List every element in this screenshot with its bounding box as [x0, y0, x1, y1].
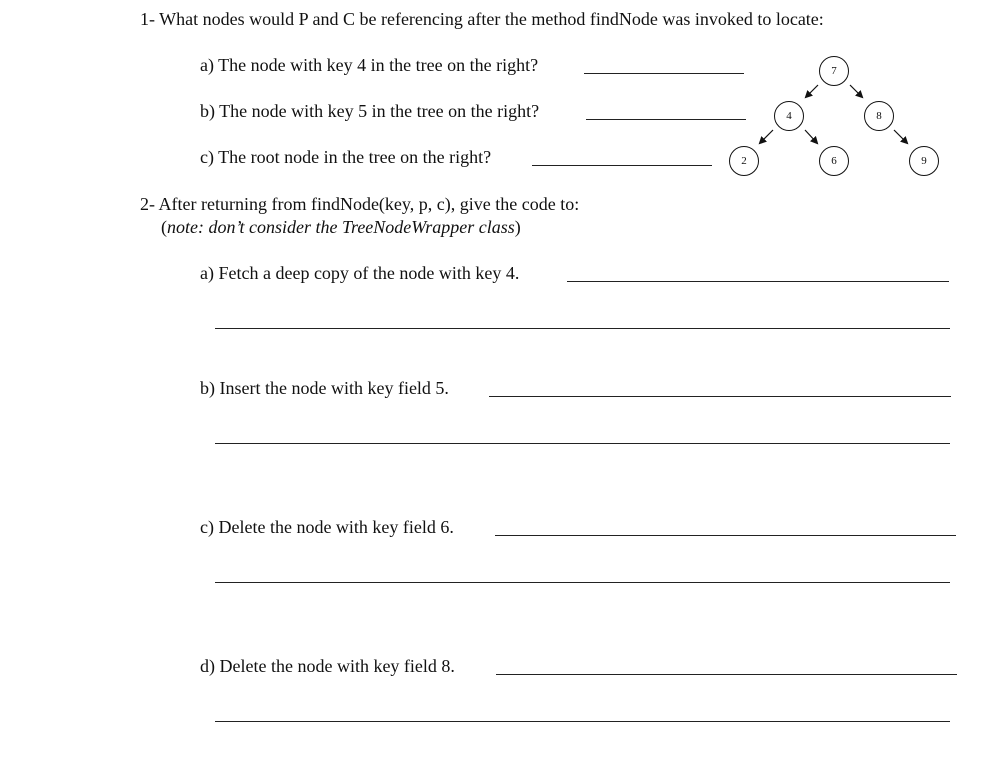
edge-7-4 — [806, 85, 818, 97]
answer-blank-2c-line2[interactable] — [215, 582, 950, 583]
question-2d: d) Delete the node with key field 8. — [200, 656, 455, 676]
note-close-paren: ) — [514, 217, 521, 237]
question-2c: c) Delete the node with key field 6. — [200, 517, 454, 537]
answer-blank-2a-line2[interactable] — [215, 328, 950, 329]
question-2-prompt: 2- After returning from findNode(key, p, c), give the code to: — [140, 194, 580, 214]
answer-blank-2a-line1[interactable] — [567, 281, 949, 282]
answer-blank-2d-line2[interactable] — [215, 721, 950, 722]
answer-blank-2b-line1[interactable] — [489, 396, 951, 397]
answer-blank-2b-line2[interactable] — [215, 443, 950, 444]
answer-blank-2d-line1[interactable] — [496, 674, 957, 675]
question-1b: b) The node with key 5 in the tree on the right? — [200, 101, 540, 121]
edge-4-6 — [805, 130, 817, 143]
note-open-paren: ( — [161, 217, 167, 237]
edge-8-9 — [894, 130, 907, 143]
binary-tree-diagram — [720, 52, 950, 182]
tree-node-4: 4 — [774, 101, 804, 131]
answer-blank-2c-line1[interactable] — [495, 535, 956, 536]
edge-4-2 — [760, 130, 773, 143]
question-2-note — [161, 216, 521, 238]
tree-node-8: 8 — [864, 101, 894, 131]
question-2a: a) Fetch a deep copy of the node with key 4. — [200, 263, 520, 283]
tree-node-7: 7 — [819, 56, 849, 86]
question-1-prompt: 1- What nodes would P and C be referencing after the method findNode was invoked to locate: — [140, 9, 824, 29]
answer-blank-1c[interactable] — [532, 165, 712, 166]
edge-7-8 — [850, 85, 862, 97]
tree-node-2: 2 — [729, 146, 759, 176]
tree-node-9: 9 — [909, 146, 939, 176]
tree-node-6: 6 — [819, 146, 849, 176]
note-text: note: don’t consider the TreeNodeWrapper class — [167, 217, 515, 237]
question-1c: c) The root node in the tree on the right? — [200, 147, 492, 167]
question-1a: a) The node with key 4 in the tree on the right? — [200, 55, 539, 75]
question-2b: b) Insert the node with key field 5. — [200, 378, 449, 398]
